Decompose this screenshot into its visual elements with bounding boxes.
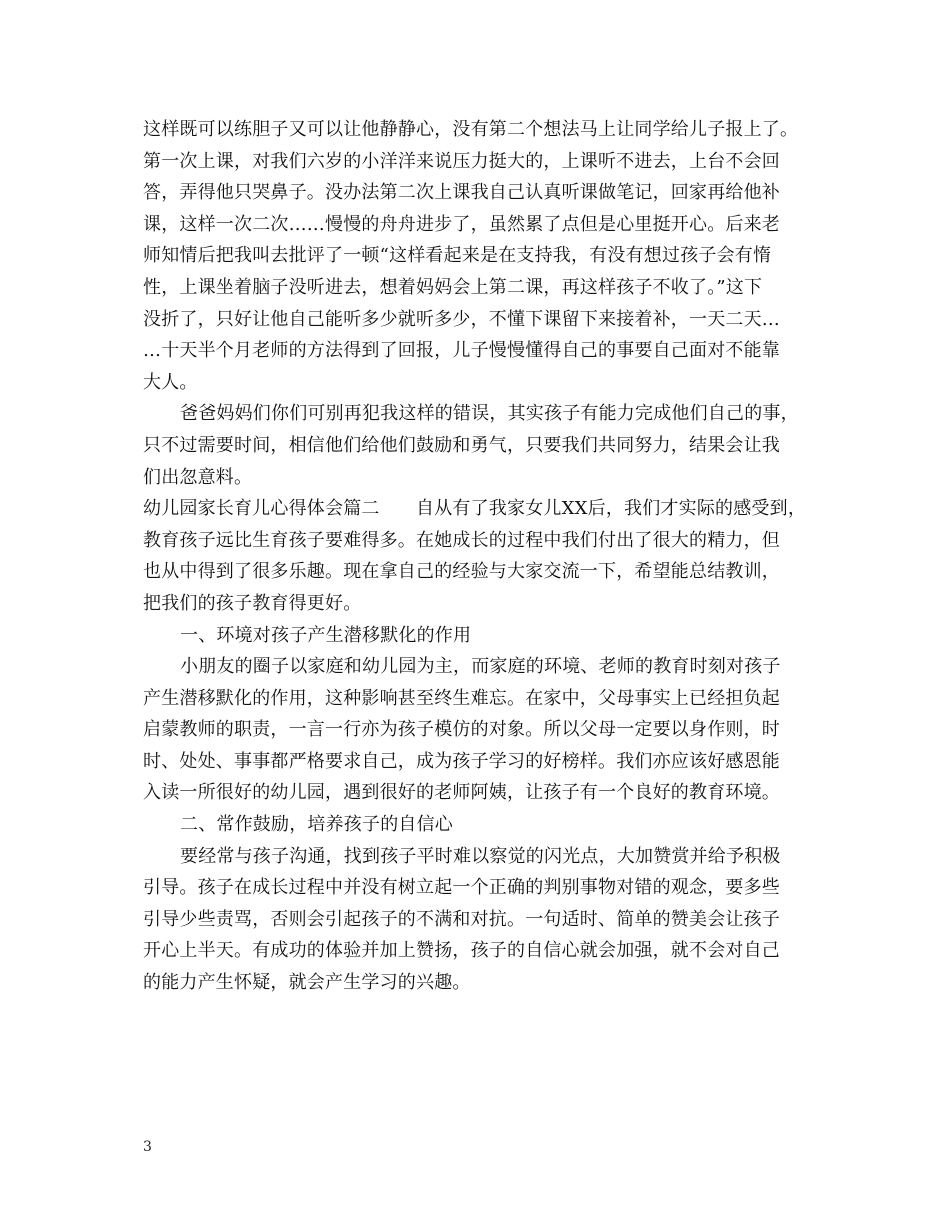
text-line: 时、处处、事事都严格要求自己，成为孩子学习的好榜样。我们亦应该好感恩能 <box>143 750 780 772</box>
text-line: 只不过需要时间，相信他们给他们鼓励和勇气，只要我们共同努力，结果会让我 <box>143 434 780 456</box>
text-line: 第一次上课，对我们六岁的小洋洋来说压力挺大的，上课听不进去，上台不会回 <box>143 150 780 172</box>
paragraph-start-line: 要经常与孩子沟通，找到孩子平时难以察觉的闪光点，大加赞赏并给予积极 <box>180 845 781 867</box>
text-line: 开心上半天。有成功的体验并加上赞扬，孩子的自信心就会加强，就不会对自己 <box>143 940 780 962</box>
text-line: 答，弄得他只哭鼻子。没办法第二次上课我自己认真听课做笔记，回家再给他补 <box>143 182 780 204</box>
text-line: 性，上课坐着脑子没听进去，想着妈妈会上第二课，再这样孩子不收了。”这下 <box>143 276 763 298</box>
text-line: 教育孩子远比生育孩子要难得多。在她成长的过程中我们付出了很大的精力，但 <box>143 529 780 551</box>
page-number: 3 <box>143 1139 152 1155</box>
document-body <box>143 114 823 999</box>
text-line: 这样既可以练胆子又可以让他静静心，没有第二个想法马上让同学给儿子报上了。 <box>143 119 799 140</box>
text-line: 把我们的孩子教育得更好。 <box>143 592 362 614</box>
subheading-environment: 一、环境对孩子产生潜移默化的作用 <box>180 624 472 646</box>
text-line: 也从中得到了很多乐趣。现在拿自己的经验与大家交流一下，希望能总结教训， <box>143 561 780 583</box>
text-line: 启蒙教师的职责，一言一行亦为孩子模仿的对象。所以父母一定要以身作则，时 <box>143 719 780 741</box>
text-line: …十天半个月老师的方法得到了回报，儿子慢慢懂得自己的事要自己面对不能靠 <box>143 340 780 362</box>
text-line: 的能力产生怀疑，就会产生学习的兴趣。 <box>143 972 471 994</box>
section-title-line: 幼儿园家长育儿心得体会篇二 自从有了我家女儿XX后，我们才实际的感受到， <box>143 498 807 520</box>
text-line: 大人。 <box>143 371 198 393</box>
paragraph-start-line: 爸爸妈妈们你们可别再犯我这样的错误，其实孩子有能力完成他们自己的事， <box>180 403 799 425</box>
text-line: 没折了，只好让他自己能听多少就听多少，不懂下课留下来接着补，一天二天… <box>143 308 780 330</box>
text-line: 们出忽意料。 <box>143 466 253 488</box>
text-line: 入读一所很好的幼儿园，遇到很好的老师阿姨，让孩子有一个良好的教育环境。 <box>143 782 780 804</box>
paragraph-start-line: 小朋友的圈子以家庭和幼儿园为主，而家庭的环境、老师的教育时刻对孩子 <box>180 656 781 678</box>
text-line: 课，这样一次二次……慢慢的舟舟进步了，虽然累了点但是心里挺开心。后来老 <box>143 213 780 235</box>
text-line: 师知情后把我叫去批评了一顿“这样看起来是在支持我，有没有想过孩子会有惰 <box>143 245 772 267</box>
text-line: 引导。孩子在成长过程中并没有树立起一个正确的判别事物对错的观念，要多些 <box>143 877 780 899</box>
text-line: 引导少些责骂，否则会引起孩子的不满和对抗。一句适时、简单的赞美会让孩子 <box>143 908 780 930</box>
text-line: 产生潜移默化的作用，这种影响甚至终生难忘。在家中，父母事实上已经担负起 <box>143 687 780 709</box>
subheading-confidence: 二、常作鼓励，培养孩子的自信心 <box>180 814 453 836</box>
